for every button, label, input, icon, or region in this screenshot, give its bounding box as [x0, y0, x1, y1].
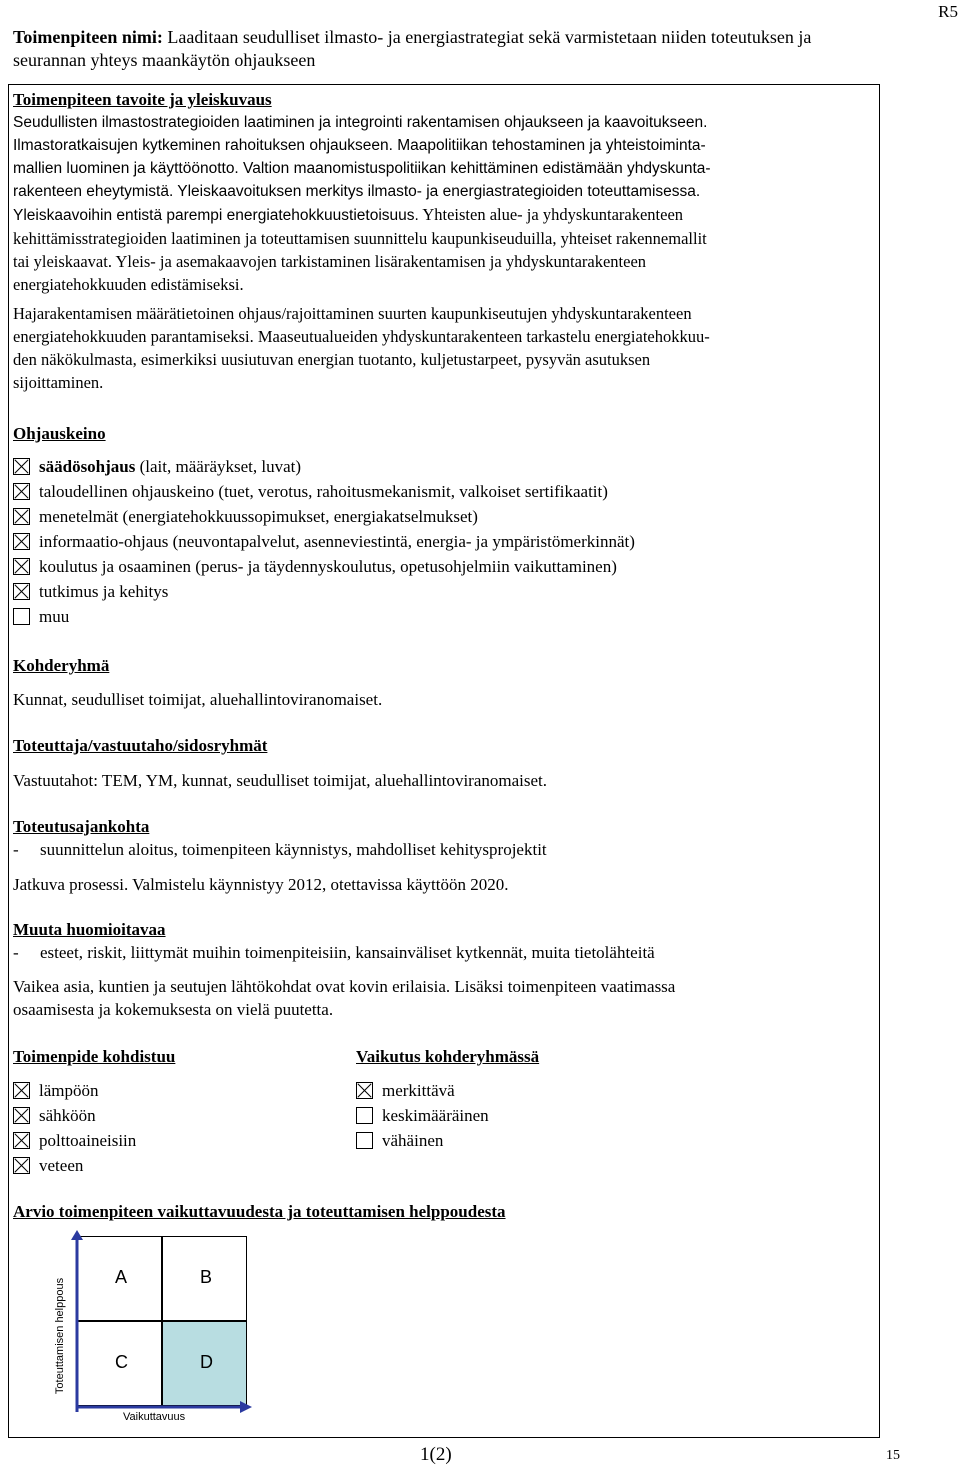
matrix-cell-d: D: [162, 1321, 247, 1406]
targeting-label: polttoaineisiin: [39, 1131, 137, 1150]
targeting-item: [13, 1103, 175, 1128]
checked-box-icon[interactable]: [13, 558, 30, 575]
y-axis-arrowhead: [71, 1230, 83, 1240]
checked-box-icon[interactable]: [13, 508, 30, 525]
goal-line: den näkökulmasta, esimerkiksi uusiutuvan energian tuotanto, kuljetustarpeet, pysyvän asutuksen: [13, 350, 651, 369]
targeting-item: [13, 1153, 175, 1178]
checked-box-icon[interactable]: [13, 1132, 30, 1149]
steering-item: [13, 579, 635, 604]
empty-box-icon[interactable]: [13, 608, 30, 625]
targeting-label: veteen: [39, 1156, 84, 1175]
goal-line: energiatehokkuuden edistämiseksi.: [13, 275, 244, 294]
responsible-text: Vastuutahot: TEM, YM, kunnat, seudulliset toimijat, aluehallintoviranomaiset.: [13, 771, 548, 790]
axis-arrows: [60, 1226, 260, 1416]
impact-heading: Vaikutus kohderyhmässä: [356, 1047, 540, 1066]
steering-label: menetelmät (energiatehokkuussopimukset, energiakatselmukset): [39, 507, 478, 526]
checked-box-icon[interactable]: [13, 533, 30, 550]
steering-section: [13, 422, 635, 629]
page-tag: R5: [938, 2, 958, 21]
notes-heading: Muuta huomioitavaa: [13, 920, 166, 939]
empty-box-icon[interactable]: [356, 1132, 373, 1149]
targeting-label: lämpöön: [39, 1081, 99, 1100]
impact-label: keskimääräinen: [382, 1106, 489, 1125]
steering-label: muu: [39, 607, 70, 626]
responsible-section: [13, 734, 547, 792]
checked-box-icon[interactable]: [356, 1082, 373, 1099]
x-axis-arrowhead: [240, 1401, 252, 1413]
targeting-item: [13, 1128, 175, 1153]
steering-label: koulutus ja osaaminen (perus- ja täydennyskoulutus, opetusohjelmiin vaikuttaminen): [39, 557, 617, 576]
impact-item: [356, 1128, 539, 1153]
impact-list: [356, 1078, 539, 1153]
checked-box-icon[interactable]: [13, 458, 30, 475]
goal-line: Seudullisten ilmastostrategioiden laatiminen ja integrointi rakentamisen ohjaukseen ja kaavoitukseen.: [13, 114, 708, 131]
goal-line: sijoittaminen.: [13, 373, 104, 392]
steering-label: säädösohjaus (lait, määräykset, luvat): [39, 457, 302, 476]
goal-line: energiatehokkuuden parantamiseksi. Maaseutualueiden yhdyskuntarakenteen tarkastelu energiatehokkuu-: [13, 327, 710, 346]
goal-line: Hajarakentamisen määrätietoinen ohjaus/rajoittaminen suurten kaupunkiseutujen yhdyskuntarakenteen: [13, 304, 692, 323]
impact-item: [356, 1078, 539, 1103]
title-label: Toimenpiteen nimi:: [13, 27, 163, 47]
matrix-cell-a: A: [77, 1236, 162, 1321]
title-text: Laaditaan seudulliset ilmasto- ja energiastrategiat sekä varmistetaan niiden toteutuksen ja seurannan yhteys maankäytön ohjaukseen: [13, 27, 812, 70]
targeting-section: [13, 1045, 175, 1178]
timing-dash-line: - suunnittelun aloitus, toimenpiteen käynnistys, mahdolliset kehitysprojektit: [13, 840, 547, 859]
checked-box-icon[interactable]: [13, 1107, 30, 1124]
matrix-cell-b: B: [162, 1236, 247, 1321]
impact-item: [356, 1103, 539, 1128]
target-group-section: [13, 654, 382, 711]
goal-line: kehittämisstrategioiden laatiminen ja toteuttamisen suunnittelu kaupunkiseuduilla, yhteiset rakennemallit: [13, 229, 707, 248]
targeting-list: [13, 1078, 175, 1178]
measure-title: [13, 26, 873, 72]
responsible-heading: Toteuttaja/vastuutaho/sidosryhmät: [13, 736, 268, 755]
checked-box-icon[interactable]: [13, 1082, 30, 1099]
timing-text: Jatkuva prosessi. Valmistelu käynnistyy 2012, otettavissa käyttöön 2020.: [13, 875, 509, 894]
targeting-heading: Toimenpide kohdistuu: [13, 1047, 176, 1066]
goal-line: mallien luominen ja käyttöönotto. Valtion maanomistuspolitiikan kehittäminen edistämään yhdyskunta-: [13, 160, 711, 177]
steering-item: [13, 454, 635, 479]
steering-label: taloudellinen ohjauskeino (tuet, verotus, rahoitusmekanismit, valkoiset sertifikaatit): [39, 482, 608, 501]
checked-box-icon[interactable]: [13, 483, 30, 500]
document-page-number: 15: [886, 1448, 900, 1463]
goal-section: [13, 88, 873, 394]
notes-section: [13, 918, 873, 1021]
empty-box-icon[interactable]: [356, 1107, 373, 1124]
target-group-heading: Kohderyhmä: [13, 656, 110, 675]
goal-line: tai yleiskaavat. Yleis- ja asemakaavojen tarkistaminen lisärakentamisen ja yhdyskuntarakenteen: [13, 252, 647, 271]
assessment-x-label: Vaikuttavuus: [123, 1411, 186, 1423]
checked-box-icon[interactable]: [13, 583, 30, 600]
steering-item: [13, 529, 635, 554]
steering-item: [13, 504, 635, 529]
targeting-item: [13, 1078, 175, 1103]
impact-section: [356, 1045, 539, 1153]
notes-line: osaamisesta ja kokemuksesta on vielä puutetta.: [13, 1000, 334, 1019]
timing-heading: Toteutusajankohta: [13, 817, 150, 836]
steering-item: [13, 554, 635, 579]
targeting-label: sähköön: [39, 1106, 96, 1125]
page-number: 1(2): [420, 1444, 452, 1465]
timing-section: [13, 815, 873, 896]
steering-list: [13, 454, 635, 629]
notes-line: Vaikea asia, kuntien ja seutujen lähtökohdat ovat kovin erilaisia. Lisäksi toimenpiteen vaatimassa: [13, 977, 676, 996]
goal-line: rakenteen eheytymistä. Yleiskaavoituksen merkitys ilmasto- ja energiastrategioiden toteuttamisessa.: [13, 183, 701, 200]
checked-box-icon[interactable]: [13, 1157, 30, 1174]
matrix-cell-c: C: [77, 1321, 162, 1406]
goal-line: Yleiskaavoihin entistä parempi energiatehokkuustietoisuus. Yhteisten alue- ja yhdyskuntarakenteen: [13, 205, 684, 224]
steering-item: [13, 604, 635, 629]
assessment-section: [13, 1200, 506, 1223]
target-group-text: Kunnat, seudulliset toimijat, aluehallintoviranomaiset.: [13, 690, 383, 709]
assessment-heading: Arvio toimenpiteen vaikuttavuudesta ja toteuttamisen helppoudesta: [13, 1202, 506, 1221]
notes-dash-line: - esteet, riskit, liittymät muihin toimenpiteisiin, kansainväliset kytkennät, muita tietolähteitä: [13, 943, 655, 962]
goal-line: Ilmastoratkaisujen kytkeminen rahoituksen ohjaukseen. Maapolitiikan tehostaminen ja yhteistoiminta-: [13, 137, 706, 154]
steering-item: [13, 479, 635, 504]
steering-heading: Ohjauskeino: [13, 424, 106, 443]
impact-label: merkittävä: [382, 1081, 455, 1100]
assessment-y-label: Toteuttamisen helppous: [54, 1277, 66, 1395]
steering-label: informaatio-ohjaus (neuvontapalvelut, asenneviestintä, energia- ja ympäristömerkinnät): [39, 532, 635, 551]
goal-heading: Toimenpiteen tavoite ja yleiskuvaus: [13, 90, 272, 109]
impact-label: vähäinen: [382, 1131, 444, 1150]
steering-label: tutkimus ja kehitys: [39, 582, 169, 601]
